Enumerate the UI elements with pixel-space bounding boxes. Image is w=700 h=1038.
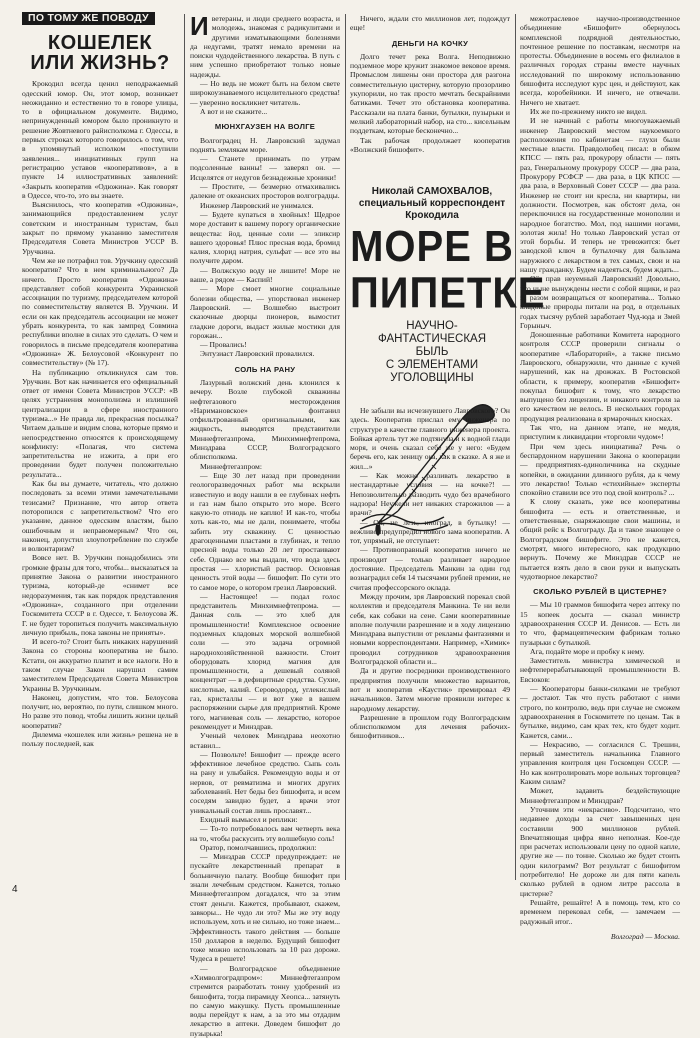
paragraph: Иветераны, и люди среднего возраста, и молодежь, знакомая с радикулитами и другими изматывающими болезнями да недугами, тратят немало времени на поиски чудодейственного лекарства. В путь с ним успешно приобретают только новые надежды. [190, 11, 340, 79]
paragraph: К слову сказать, уже все кооперативы бишофита — есть и ответственные, и ответственные, снаряжающие свои машины, и общий рейс к Волгограду. Да и такое знающее о Волгоградском бишофите. Это не кажется, смотрят, много интересного, как продукцию вернуть. Почему же Минздрав СССР не пытается взять дело в свои руки и выпускать чудотворное лекарство? [520, 497, 680, 581]
paragraph: Не забыли вы исчезнувшего Лавровского? Он здесь. Кооператив прислал ему инженера по структуре в качестве главного инженера проекта. Бойкая артель тут же подтянула и к водной глади моря, и очень сказал себе же у него: «Будем беречь его, как зеницу ока, как в сказке. А я же и жил...» [350, 406, 510, 471]
paragraph: Заместитель министра химической и нефтеперерабатывающей промышленности В. Евсюков: [520, 656, 680, 684]
paragraph: Инженер Лавровский не унимался. [200, 200, 314, 210]
page-number: 4 [12, 884, 18, 895]
paragraph: — Минздрав СССР предупреждает: не пускайте лекарственный препарат в больничную палату. Вообще бишофит при знали лечебным средством. Кажется, только Миннефтегазпром догадался, что за этим стоят деньги. Кажется, пробывают, скажем, завкоры... Не чудо ли это? Мы же эту воду используем, хоть и не сильно, но тоже знаем... Эффективность такого действия — больше 150 долларов в неделю. Будущий бишофит тоже можно использовать за 10 раз дороже. Чудеса в решете! [190, 852, 340, 964]
column-four [520, 14, 680, 941]
paragraph: — Будете купаться в хвойных! Щедрое море доставит к вашему порогу органические вещества: йод, ценные соли — эликсир вашего здоровья! Плюс пресная вода, бромид калия, хлорид натрия, сульфат — все это вы получите даром. [190, 209, 340, 266]
drop-cap: И [190, 11, 209, 41]
paragraph: Разрешение в прошлом году Волгоградским облисполкомом для лечения рабочих-бишофитников... [350, 712, 510, 741]
column-rule [184, 14, 185, 880]
section-subhead: МЮНХГАУЗЕН НА ВОЛГЕ [214, 122, 316, 132]
paragraph: — Кооператоры банки-силками не требуют — достают. Так что пусть работают с ними строго, по контролю, ведь при случае не сможем здравоохранения в Госкомитете по ценам. Так в бутылке, видимо, сам крах тех, кто будет ходит. Кажется, сами... [520, 684, 680, 740]
paragraph: Ой, прав неуемный Лавровский! Довольно, что ныне вынуждены нести с собой ящики, и раз за разом возвращаться от кооператива... Только кладовые природы питали на род, в отдельных годах тысячу рублей заработает Чуд-юда и Змей Горыныч. [520, 274, 680, 330]
paragraph: — Но ведь не может быть на белом свете широкоузнаваемого исцелительного средства! — уверенно воскликнет читатель. [190, 79, 340, 107]
paragraph: Ехидный вымысел и реплики: [200, 814, 298, 824]
paragraph: При чем здесь инициатива? Речь о беспардонном нарушении Закона о кооперации — предприятиях-единоличника на скудные копейки, в ожидании длинного рубля, да к чему это лекарство! Только «стихийные» эксперты спокойно ставили все это под свой контроль? ... [520, 441, 680, 498]
paragraph: Лазурный волжский день клонился к вечеру. Возле глубокой скважины нефтегазового месторождения «Наримановское» фонтанил отфильтрованный оригинальными, как жидкость, выводятся представители Миннефтегазпрома, Минхимнефтепрома, Минздрава СССР, Волгоградского облисполкома. [190, 377, 340, 462]
paragraph: — Некрасиво, — согласился С. Трешин, первый заместитель начальника Главного управления контроля цен Госкомцен СССР. — Но как контролировать море вольных торговцев? Каким силам? [520, 739, 680, 787]
paragraph: — Простите, — безмерно отмахивались далекие от океанских просторов волгоградцы. [190, 182, 340, 201]
paragraph: Долго течет река Волга. Неподвижно подземное море кружит знакомое вековое время. Промыслом лишены они простора для разгона совместительную цистерну, которую прозорливо укупорили, но так просто мечтать бескрайними батиками. Течет это обстановка кооператива. Рассказали на плата банки, бутылки, пузырьки и мелкий лабораторный набор, на сто... кисельным поддеткам, которые бесконечно... [350, 51, 510, 136]
paragraph: И всего-то? Стоит быть никаких нарушений Закона со стороны кооператива не было. Кстати, он аккуратно платит и все налоги. Но в таком случае Закон нарушил самим заместителем Председателя Совета Министров Украины В. Уручкиным. [22, 637, 178, 693]
column-kosholek [22, 12, 178, 749]
paragraph: Уточним эти «некрасиво». Подсчитано, что недавнее доходы за счет завышенных цен составили 900 миллионов рублей. Впечатляющая цифра явно неполная. Кое-где при расчетах использовали цену по одной капле, другие же — по тонне. Сколько же будет стоить один килограмм? Вот результат с бишофитом потребителю! Не дороже ли для пяти капель сколько рублей в одном литре рассола в цистерне? [520, 804, 680, 898]
paragraph: Так рабочая продолжает кооператив «Волжский бишофит». [350, 135, 510, 154]
paragraph: Миннефтегазпром: [200, 461, 262, 471]
paragraph: — Ой, не лезь, иноград, в бутылку! — вежливо предупредил нового зама кооператив. А тот, упрямый, не отступает: [350, 517, 510, 546]
paragraph: Как бы вы думаете, читатель, что должно последовать за всеми этими замечательными тезисами? Признание, что автор ответа поторопился с запретительством? Что его указание, данное одесским властям, было ошибочным и неправомерным? Что он, наконец, допустил злоупотребление по службе и волюнтаризм? [22, 479, 178, 554]
paragraph: Оратор, помолчавшись, продолжил: [200, 842, 317, 852]
article-headline: КОШЕЛЕК ИЛИ ЖИЗНЬ? [30, 32, 170, 75]
paragraph: На публикацию откликнулся сам тов. Уручкин. Вот как начинается его официальный ответ от имени Совета Министров УССР: «В целях устранения монополизма и излишней централизации в сфере иностранного туризма...» Не правда ли, прекрасная посылка? Читаем дальше и видим слова, которые прямо и непосредственно относятся к происходящему конфликту: «Полагая, что система запретительства не изжита, а при его проведении будет получен положительно результата... [22, 367, 178, 479]
paragraph: — Позвольте! Бишофит — прежде всего эффективное лечебное средство. Сыпь соль на рану и улыбайся. Рекомендую воды и от нервов, от ревматизма и многих других заболеваний. Нет беды без бишофита, и всем соседям завидно будет, а врачи этот уникальный состав лишь прославят... [190, 749, 340, 815]
paragraph: И не начинай с работы многоуважаемый инженер Лавровский местом наукоемкого расположения по кабинетам — глухи были местные власти. Правдолюбец писал: в обком КПСС — пять раз, прокурору области — пять раз, Генеральному прокурору СССР — два раза, Прокурору РСФСР — два раза, в ЦК КПСС — два раза, в Верховный Совет СССР — два раза. Инженер не стоит ни кресла, ни квартиры, ни должности. Посмотрев, как обстоят дела, он переключился на государственные монополии и народное богатство. Мол, под нашими ногами, золотая жила! Но только Лавровский устал от этой борьбы. И теперь не тревожится: бьет заводской ключ в бутылочку для бальзама наружного с лекарством в тех самых, свои и на нашу гражданку. Будем надеяться, будем ждать... [520, 116, 680, 275]
paragraph: Между прочим, зря Лавровский порекал свой коллектив и председателя Манкина. Те ни вели себя, как собаки на сене. Сами кооперативные вполне получили разрешение и в ходу лицензию Минздрава выпустили от рекламы фантазиями и новыми корреспондентами. Например, «Химик» проводил сотрудников здравоохранения Волгоградской области и... [350, 591, 510, 667]
paragraph: — Станете принимать по утрам подсоленные ванны! — заверял он. — Исцелятся от недугов безнадежные хроники! [190, 154, 340, 182]
column-two [190, 11, 340, 1038]
column-rule [515, 14, 516, 880]
column-rule [345, 14, 346, 880]
byline: Николай САМОХВАЛОВ, специальный корреспондент Крокодила [358, 186, 506, 221]
paragraph: Решайте, решайте! А в помощь тем, кто со временем перековал себя, — замечаем — радужный итог.. [520, 897, 680, 926]
paragraph: Дилемма «кошелек или жизнь» решена не в пользу последней, как [22, 730, 178, 749]
paragraph: Выяснилось, что кооператив «Одюжина», занимающийся предоставлением услуг советским и иностранным туристам, был закрыт по прямому указанию заместителя Председателя Совета Министров УССР В. Уручкина. [22, 200, 178, 256]
paragraph: — Противоправный кооператив ничего не производит — только разливает народное достояние. Председатель Манкин за один год вознаградил себя 14 тысячами рублей премии, не считая профессорского оклада. [350, 545, 510, 592]
paragraph: — Провались! [200, 340, 247, 350]
paragraph: Вовсе нет. В. Уручкин понадобились эти громкие фразы для того, чтобы... высказаться за принятие Закона о развитии иностранного туризма, который-де «снимет все недоразумения, так как порядок представления «Одюжина», созданного при отделении Госкомитета СССР в г. Одессе, т. Белоусова Ж. Г. не будет торопиться получить максимальную личную прибыль, пока законы не приняты». [22, 553, 178, 637]
paragraph: — Море смоет многие социальные болезни общества, — упорствовал инженер Лавровский. — Волшебно выстроит сказочные дворцы пионеров, вымостит гладкие дороги, выдаст жилые мостики для горожан... [190, 284, 340, 340]
paragraph: Энтузиаст Лавровский провалился. [200, 349, 315, 359]
section-subhead: ДЕНЬГИ НА КОЧКУ [391, 38, 469, 48]
paragraph: Крокодил всегда ценил неподражаемый одесский юмор. Он, этот юмор, возникает неожиданно и естественно то в говоре улицы, то в официальном документе. Видимо, непринужденный юмором было проникнуто и решение Жовтневого райисполкома г. Одессы, в первых строках которого говорилось о том, что в упомянутый исполком «поступили заявления... инициативных групп на регистрацию уставов «кооперативов», а в пункте 14 иллюстративных заявлений: «Закрыть кооператив «Одюжина». Как говорят в Одессе, что-то, это вы знаете. [22, 79, 178, 200]
paragraph: — Настоящее! — подал голос представитель Минхимнефтепрома. — Данная соль — это хлеб для промышленности! Комплексное освоение подземных кладовых морской волшебной соли — это задача огромной народнохозяйственной важности. Стоит оборудовать хлорид магния для промышленности, а дешевый соляной концентрат — в дефицитные средства. Сухие, кислотные, калий. Сероводород, углекислый газ, кристаллы — и вот уже в вашем распоряжении сырье для предприятий. Кроме того, магниевая соль — лекарство, которое рекомендует и Минздрав. [190, 591, 340, 731]
paragraph: Так что, на данном этапе, не медля, приступим к ликвидации «торговли чудом»! [520, 423, 680, 442]
section-subhead: СКОЛЬКО РУБЛЕЙ В ЦИСТЕРНЕ? [533, 587, 667, 597]
paragraph: Наконец, допустим, что тов. Белоусова получит, но, вероятно, по пути, слишком много. Но разве это повод, чтобы лишить жизни целый кооператив? [22, 692, 178, 730]
paragraph: межотраслевое научно-производственное объединение «Бишофит» обернулось комплексной подрядной деятельностью, почтенное решение по поставкам, несмотря на протесты. Объединение в восемь его филиалов в различных городах страны вместе научных исследований по широкому использованию бишофита исследуют курс цен, и действуют, как всегда, коробейники. И ничего, не отвечали. Ничего не хватает. [520, 14, 680, 107]
paragraph: — Волжскую воду не лишите! Море не ваше, а рядом — Каспий! [190, 265, 340, 285]
rubric-label: ПО ТОМУ ЖЕ ПОВОДУ [22, 12, 155, 25]
feature-title: МОРЕ В ПИПЕТКЕ [350, 222, 546, 318]
column-three-bottom [350, 406, 510, 880]
column-three-top [350, 14, 510, 184]
paragraph: Ничего, ждали сто миллионов лет, подождут еще! [350, 14, 510, 33]
feature-genre: НАУЧНО- ФАНТАСТИЧЕСКАЯ БЫЛЬ С ЭЛЕМЕНТАМИ УГОЛОВЩИНЫ [377, 320, 487, 384]
paragraph: — Волгоградское объединение «Химволгоградпром»: Миннефтегазпром стремится разработать тонну удобрений из бишофита, тогда пирамиду Хеопса... затянуть по самую макушку. Пусть промышленные воды перейдут к нам, а за это мы отдадим лекарство в аптеки. Доведем бишофит до пузырька! [190, 963, 340, 1038]
section-subhead: СОЛЬ НА РАНУ [234, 364, 296, 374]
paragraph: Может, задавить бездействующие Миннефтегазпром и Минздрав? [520, 786, 680, 805]
paragraph: — Мы 10 граммов бишофита через аптеку по 15 копеек досыта — сказал министр здравоохранения СССР И. Денисов. — Есть ли то что, фармацевтическим фабрикам только пузырьки с бутылкой. [520, 600, 680, 647]
paragraph: А вот и не скажите... [200, 106, 268, 116]
paragraph: Ученый человек Минздрава неохотно вставил... [190, 731, 340, 750]
paragraph: Да и другие посредники производственного предприятия получили множество вариантов, вот и кооператив «Каустик» премировал 49 начальников. Затем многие проявили интерес к народному лекарству. [350, 666, 510, 713]
paragraph: Волгоградец Н. Лавровский задумал поднять землякам море. [190, 135, 340, 154]
paragraph: Их же по-прежнему никто не видел. [530, 106, 647, 116]
dateline-signoff: Волгоград — Москва. [610, 931, 680, 941]
paragraph: Доношенные работники Комитета народного контроля СССР проверили сигналы о кооперативе «Лабораторий», а также письмо Лавровского, обнаружили, что данные с кучей нарушений, как на дрожжах. В Ростовской области, к примеру, кооператив «Бишофит» покупал бишофит к тому, что лекарство выпущено без лицензии, и никакого контроля за его качеством не велось. В нескольких городах продукция реализована в ярмарочных киосках. [520, 330, 680, 423]
paragraph: — То-то потребовалось вам четверть века на то, чтобы раскусить эту волшебную соль! [190, 824, 340, 843]
paragraph: Ага, подайте море и пробку к нему. [530, 646, 645, 656]
paragraph: — Как можно разливать лекарство в нестандартные условия — на кочке?! — Непозволительно разводить чудо без врачебного надзора! Неужели нет никаких старожилов — а врачи? [350, 471, 510, 518]
paragraph: Чем же не потрафил тов. Уручкину одесский кооператив? Что в нем криминального? Да ничего. Просто кооператив «Одюжина» представляет собой конкурента Украинской ассоциации по туризму, председателем которой по совместительству является В. Уручкин. И если он как председатель ассоциации не может убрать конкурента, то как зампред Совмина республики вполне в силах это сделать. О чем и говорилось в письме председателя кооператива «Одюжина» Ж. Белоусовой «Конкурент по совместительству» (№ 17). [22, 255, 178, 368]
paragraph: — Еще 30 лет назад при проведении геологоразведочных работ мы вскрыли известную и воду нашли в ее глубинах нефть и газ нам было открыто это море. Всего какую-то отнюдь не каплю! И как-то, чтобы хоть как-то, мы не дали, понимаете, чтобы забить эту скважину. С ценностью драгоценными пластами в глубинах, и тепло пресной воды только 20 лет простаивают себе. Однако все мы выдали, что вода здесь простая — хлористый раствор. Основная ценность этой воды — бишофит. По сути это то самое море, о котором грезил Лавровский. [190, 470, 340, 592]
